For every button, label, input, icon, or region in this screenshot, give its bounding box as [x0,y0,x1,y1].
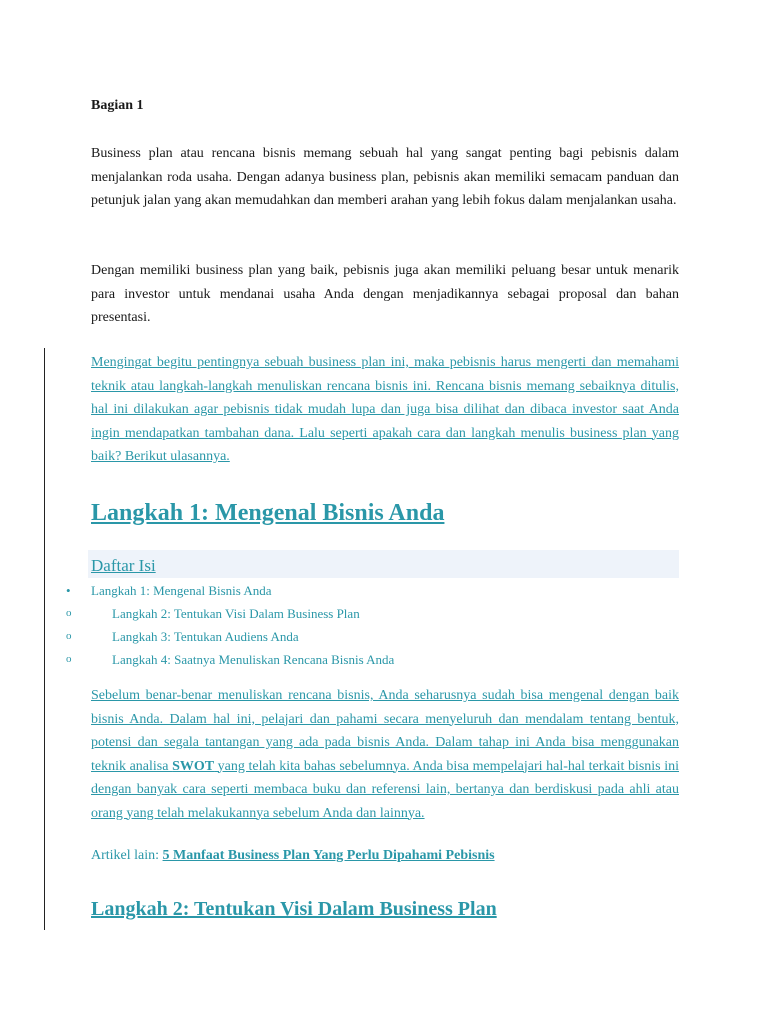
toc-item-step2[interactable] [66,605,679,628]
step1-text-before: Sebelum benar-benar menuliskan rencana bisnis, Anda seharusnya sudah bisa mengenal dengan baik bisnis Anda. Dalam hal ini, pelajari dan pahami secara menyeluruh dan mendalam tentang bentuk, potensi dan segala tantangan yang ada pada bisnis Anda. Dalam tahap ini Anda bisa menggunakan teknik analisa [91,688,679,774]
bullet-icon: • [66,583,71,598]
toc-item-label[interactable]: Langkah 3: Tentukan Audiens Anda [112,629,299,644]
intro-paragraph-1: Business plan atau rencana bisnis memang sebuah hal yang sangat penting bagi pebisnis dalam menjalankan roda usaha. Dengan adanya business plan, pebisnis akan memiliki semacam panduan dan petunjuk jalan yang akan memudahkan dan memberi arahan yang lebih fokus dalam menjalankan usaha. [91,146,679,208]
step1-heading[interactable]: Langkah 1: Mengenal Bisnis Anda [91,500,445,526]
related-article-link[interactable]: 5 Manfaat Business Plan Yang Perlu Dipahami Pebisnis [162,848,495,863]
step1-text-after: yang telah kita bahas sebelumnya. Anda bisa mempelajari hal-hal terkait bisnis ini dengan banyak cara seperti membaca buku dan referensi lain, bertanya dan berdiskusi pada ahli atau orang yang telah melakukannya sebelum Anda dan lainnya. [91,758,680,821]
swot-term: SWOT [172,758,215,774]
section-label: Bagian 1 [91,98,144,113]
related-article [91,848,495,864]
toc-list [66,582,679,674]
circle-bullet-icon: o [66,607,72,619]
toc-title[interactable]: Daftar Isi [91,556,156,575]
toc-item-step3[interactable] [66,628,679,651]
circle-bullet-icon: o [66,653,72,665]
toc-item-label[interactable]: Langkah 4: Saatnya Menuliskan Rencana Bisnis Anda [112,652,395,667]
toc-container [88,550,679,578]
left-margin-rule [44,348,45,930]
step1-paragraph-link[interactable] [91,684,679,825]
toc-item-step1[interactable] [66,582,679,605]
toc-item-step4[interactable] [66,651,679,674]
toc-item-label[interactable]: Langkah 1: Mengenal Bisnis Anda [91,583,272,598]
related-prefix: Artikel lain: [91,848,163,863]
toc-item-label[interactable]: Langkah 2: Tentukan Visi Dalam Business Plan [112,606,360,621]
circle-bullet-icon: o [66,630,72,642]
step2-heading[interactable]: Langkah 2: Tentukan Visi Dalam Business Plan [91,898,497,920]
intro-paragraph-3-link[interactable]: Mengingat begitu pentingnya sebuah business plan ini, maka pebisnis harus mengerti dan memahami teknik atau langkah-langkah menuliskan rencana bisnis ini. Rencana bisnis memang sebaiknya ditulis, hal ini dilakukan agar pebisnis tidak mudah lupa dan juga bisa dilihat dan dibaca investor saat Anda ingin mendapatkan tambahan dana. Lalu seperti apakah cara dan langkah menulis business plan yang baik? Berikut ulasannya. [91,355,679,464]
intro-paragraph-2: Dengan memiliki business plan yang baik, pebisnis juga akan memiliki peluang besar untuk menarik para investor untuk mendanai usaha Anda dengan menjadikannya sebagai proposal dan bahan presentasi. [91,263,679,325]
